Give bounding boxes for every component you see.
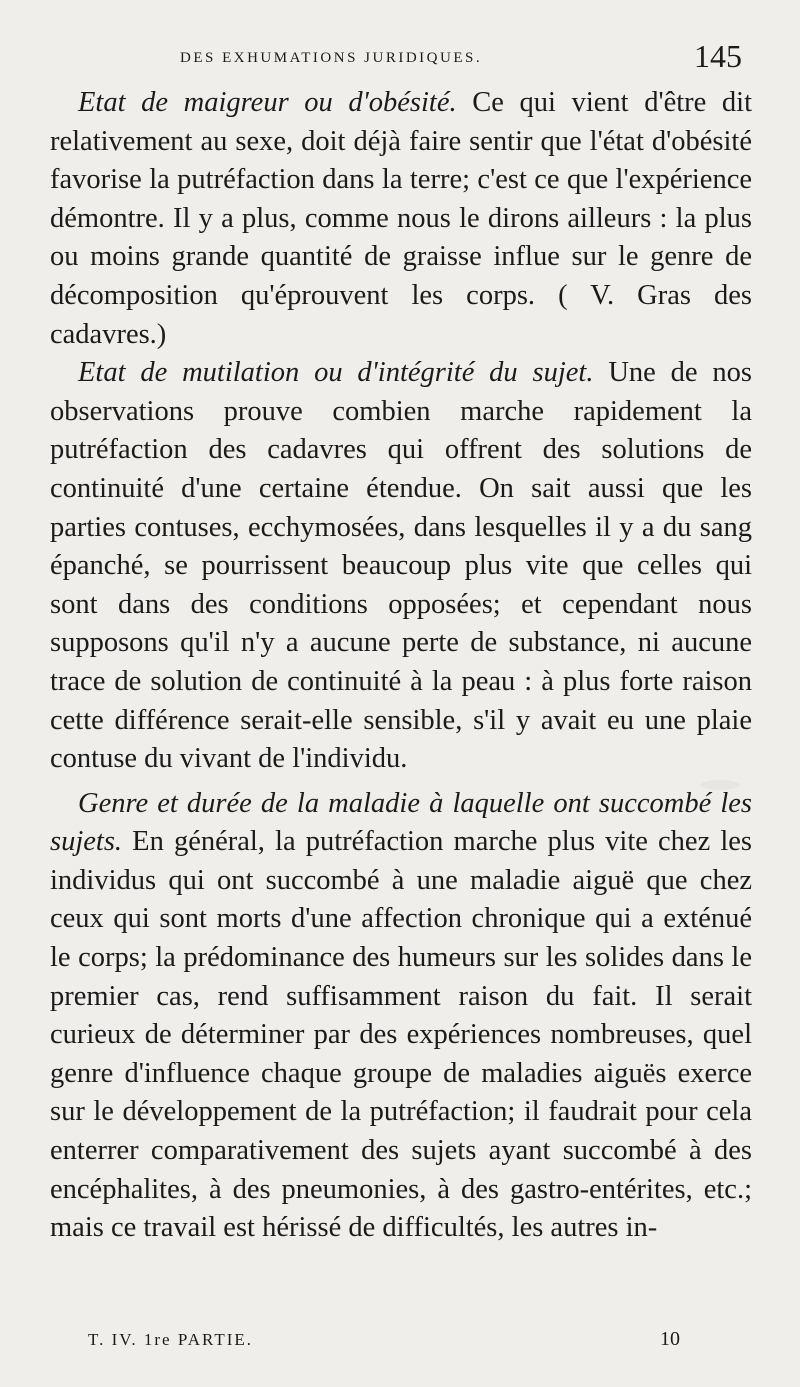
paragraph-lead: Etat de maigreur ou d'obésité.	[78, 87, 457, 118]
paragraph-mutilation	[50, 354, 752, 779]
page-header	[60, 38, 742, 78]
page-footer	[88, 1330, 680, 1360]
paragraph-lead: Genre et durée de la maladie à laquelle ont succombé les sujets.	[50, 787, 752, 858]
paragraph-obesity	[50, 84, 752, 354]
paragraph-text: Ce qui vient d'être dit relativement au sexe, doit déjà faire sentir que l'état d'obésité favorise la putréfaction dans la terre; c'est ce que l'expérience démontre. Il y a plus, comme nous le dirons ailleurs : la plus ou moins grande quantité de graisse influe sur le genre de décomposition qu'éprouvent les corps. ( V. Gras des cadavres.)	[50, 87, 752, 350]
paragraph-text: Une de nos observations prouve combien marche rapidement la putréfaction des cadavres qui offrent des solutions de continuité d'une certaine étendue. On sait aussi que les parties contuses, ecchymosées, dans lesquelles il y a du sang épanché, se pourrissent beaucoup plus vite que celles qui sont dans des conditions opposées; et cependant nous supposons qu'il n'y a aucune perte de substance, ni aucune trace de solution de continuité à la peau : à plus forte raison cette différence serait-elle sensible, s'il y avait eu une plaie contuse du vivant de l'individu.	[50, 357, 752, 775]
sheet-number: 10	[660, 1328, 680, 1350]
paragraph-disease	[50, 785, 752, 1248]
paper-blemish	[700, 780, 740, 790]
running-title: DES EXHUMATIONS JURIDIQUES.	[180, 50, 483, 66]
page-number: 145	[694, 38, 742, 74]
paragraph-text: En général, la putréfaction marche plus vite chez les individus qui ont succombé à une maladie aiguë que chez ceux qui sont morts d'une affection chronique qui a exténué le corps; la prédominance des humeurs sur les solides dans le premier cas, rend suffisamment raison du fait. Il serait curieux de déterminer par des expériences nombreuses, quel genre d'influence chaque groupe de maladies aiguës exerce sur le développement de la putréfaction; il faudrait pour cela enterrer comparativement des sujets ayant succombé à des encéphalites, à des pneumonies, à des gastro-entérites, etc.; mais ce travail est hérissé de difficultés, les autres in-	[50, 826, 752, 1244]
page-body	[50, 84, 752, 1248]
paragraph-lead: Etat de mutilation ou d'intégrité du sujet.	[78, 357, 594, 389]
printer-signature: T. IV. 1re PARTIE.	[88, 1330, 253, 1349]
